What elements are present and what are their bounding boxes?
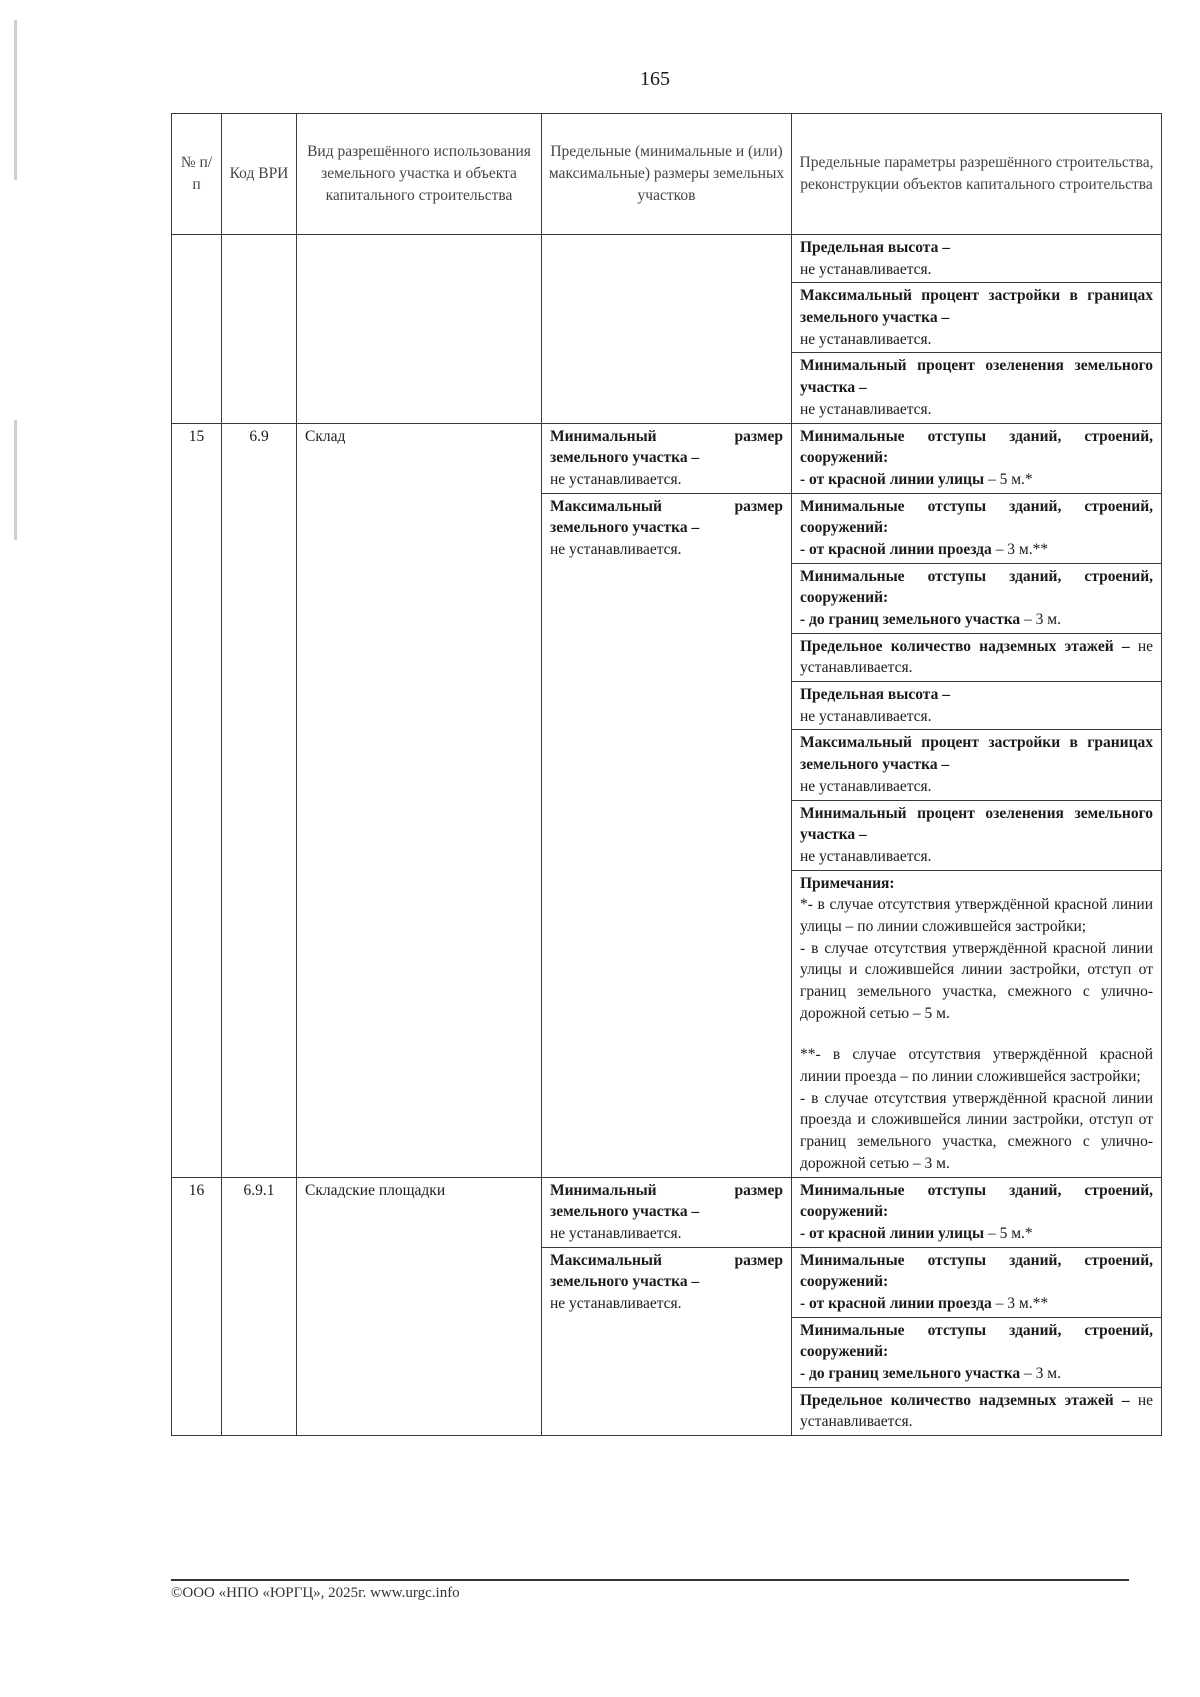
notes-title: Примечания:: [800, 874, 895, 892]
header-params: Предельные параметры разрешённого строительства, реконструкции объектов капитального строительства: [792, 114, 1162, 235]
plot-min-size: Минимальный размер земельного участка – не устанавливается.: [542, 423, 792, 493]
row-use-name: Склад: [297, 423, 542, 1177]
footer-copyright: ©ООО «НПО «ЮРГЦ», 2025г. www.urgc.info: [171, 1585, 460, 1601]
header-use: Вид разрешённого использования земельного участка и объекта капитального строительства: [297, 114, 542, 235]
table-header-row: [172, 114, 1162, 235]
param-max-coverage: Максимальный процент застройки в границах земельного участка – не устанавливается.: [792, 730, 1162, 800]
table-row: [172, 1177, 1162, 1247]
plot-min-size: Минимальный размер земельного участка – не устанавливается.: [542, 1177, 792, 1247]
row-use-name: Складские площадки: [297, 1177, 542, 1436]
param-height: Предельная высота – не устанавливается.: [792, 682, 1162, 730]
notes-cell: [792, 870, 1162, 1177]
param-setback-passage: Минимальные отступы зданий, строений, сооружений: - от красной линии проезда – 3 м.**: [792, 1247, 1162, 1317]
cell-num: [172, 235, 222, 424]
plot-max-size: Максимальный размер земельного участка – не устанавливается.: [542, 493, 792, 1177]
plot-max-size: Максимальный размер земельного участка – не устанавливается.: [542, 1247, 792, 1436]
param-min-greenery: Минимальный процент озеленения земельного участка – не устанавливается.: [792, 800, 1162, 870]
note-spacer: [800, 1024, 1153, 1044]
table-row: [172, 235, 1162, 283]
param-setback-street: Минимальные отступы зданий, строений, сооружений: - от красной линии улицы – 5 м.*: [792, 423, 1162, 493]
row-number: 16: [172, 1177, 222, 1436]
param-min-greenery: Минимальный процент озеленения земельного участка – не устанавливается.: [792, 353, 1162, 423]
note-item: - в случае отсутствия утверждённой красной линии улицы и сложившейся линии застройки, отступ от границ земельного участка, смежного с улично-дорожной сетью – 5 м.: [800, 939, 1153, 1022]
cell-use: [297, 235, 542, 424]
scan-edge-mark: [14, 420, 17, 540]
footer-divider: [171, 1579, 1129, 1581]
param-setback-street: Минимальные отступы зданий, строений, сооружений: - от красной линии улицы – 5 м.*: [792, 1177, 1162, 1247]
param-setback-passage: Минимальные отступы зданий, строений, сооружений: - от красной линии проезда – 3 м.**: [792, 493, 1162, 563]
page-number: 165: [640, 68, 670, 90]
header-code: Код ВРИ: [222, 114, 297, 235]
table-row: [172, 423, 1162, 493]
row-number: 15: [172, 423, 222, 1177]
row-code: 6.9: [222, 423, 297, 1177]
note-item: **- в случае отсутствия утверждённой красной линии проезда – по линии сложившейся застройки;: [800, 1046, 1153, 1086]
scan-edge-mark: [14, 20, 17, 180]
param-floors: Предельное количество надземных этажей – не устанавливается.: [792, 633, 1162, 681]
cell-code: [222, 235, 297, 424]
param-setback-boundary: Минимальные отступы зданий, строений, сооружений: - до границ земельного участка – 3 м.: [792, 1317, 1162, 1387]
param-floors: Предельное количество надземных этажей – не устанавливается.: [792, 1387, 1162, 1435]
param-setback-boundary: Минимальные отступы зданий, строений, сооружений: - до границ земельного участка – 3 м.: [792, 563, 1162, 633]
param-max-coverage: Максимальный процент застройки в границах земельного участка – не устанавливается.: [792, 283, 1162, 353]
header-plot: Предельные (минимальные и (или) максимальные) размеры земельных участков: [542, 114, 792, 235]
header-num: № п/п: [172, 114, 222, 235]
cell-plot: [542, 235, 792, 424]
param-height: Предельная высота – не устанавливается.: [792, 235, 1162, 283]
row-code: 6.9.1: [222, 1177, 297, 1436]
zoning-table: [171, 113, 1162, 1436]
note-item: - в случае отсутствия утверждённой красной линии проезда и сложившейся линии застройки, отступ от границ земельного участка, смежного с улично-дорожной сетью – 3 м.: [800, 1089, 1153, 1172]
note-item: *- в случае отсутствия утверждённой красной линии улицы – по линии сложившейся застройки;: [800, 896, 1153, 935]
